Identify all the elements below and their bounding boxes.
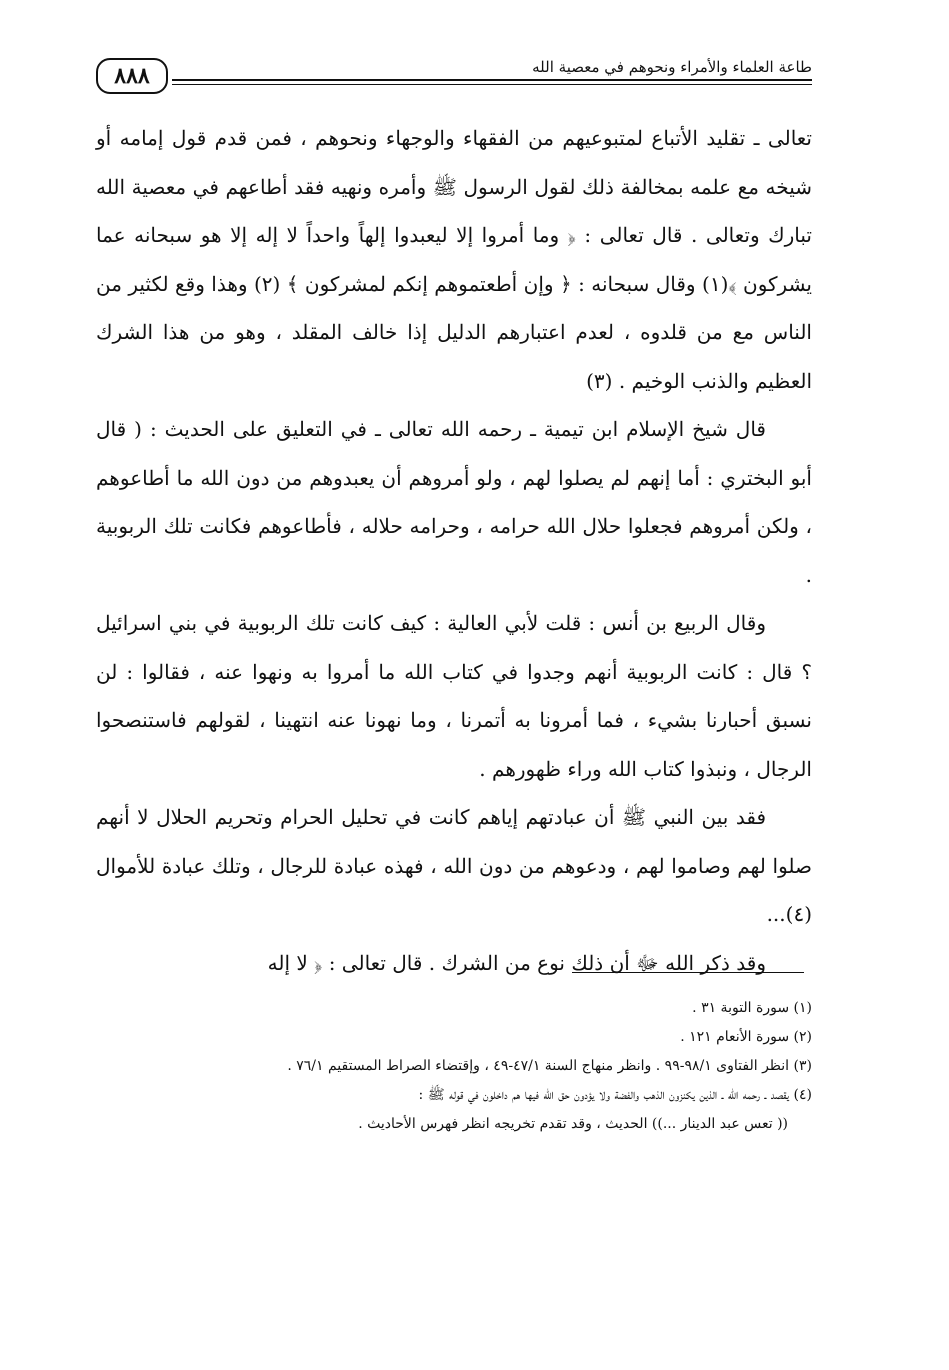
footnote: (١) سورة التوبة ٣١ . [692, 1000, 812, 1016]
footnote-continuation: (( تعس عبد الدينار ...)) الحديث ، وقد تقدم تخريجه انظر فهرس الأحاديث . [358, 1116, 788, 1132]
header-rule [172, 79, 812, 81]
paragraph: فقد بين النبي ﷺ أن عبادتهم إياهم كانت في تحليل الحرام وتحريم الحلال لا أنهم صلوا لهم وصاموا لهم ، ودعوهم من دون الله ، فهذه عبادة للرجال ، وتلك عبادة للأموال (٤)... [96, 805, 812, 926]
running-title: طاعة العلماء والأمراء ونحوهم في معصية الله [524, 58, 812, 76]
footnote-separator [572, 972, 804, 973]
paragraph: تعالى ـ تقليد الأتباع لمتبوعيهم من الفقهاء والوجهاء ونحوهم ، فمن قدم قول إمامه أو شيخه مع علمه بمخالفة ذلك لقول الرسول ﷺ وأمره ونهيه فقد أطاعهم في معصية الله تبارك وتعالى . قال تعالى : ﴿ وما أمروا إلا ليعبدوا إلهاً واحداً لا إله إلا هو سبحانه عما يشركون ﴾(١) وقال سبحانه : ﴿ وإن أطعتموهم إنكم لمشركون ﴾ (٢) وهذا وقع لكثير من الناس مع من قلدوه ، لعدم اعتبارهم الدليل إذا خالف المقلد ، وهو من هذا الشرك العظيم والذنب الوخيم . (٣) [96, 126, 813, 393]
footnote: (٤) يقصد ـ رحمه الله ـ الذين يكنزون الذهب والفضة ولا يؤدون حق الله فيها هم داخلون في قوله ﷺ : [418, 1087, 812, 1103]
footnotes [96, 994, 812, 1139]
header-rule-thin [172, 84, 812, 85]
paragraph: وقال الربيع بن أنس : قلت لأبي العالية : كيف كانت تلك الربوبية في بني اسرائيل ؟ قال : كانت الربوبية أنهم وجدوا في كتاب الله ما أمروا به ونهوا عنه ، فقالوا : لن نسبق أحبارنا بشيء ، فما أمرونا به أتمرنا ، وما نهونا عنه انتهينا ، لقولهم فاستنصحوا الرجال ، ونبذوا كتاب الله وراء ظهورهم . [96, 611, 812, 781]
footnote: (٢) سورة الأنعام ١٢١ . [680, 1029, 812, 1045]
footnote: (٣) انظر الفتاوى ٩٨/١-٩٩ . وانظر منهاج السنة ٤٧/١-٤٩ ، وإقتضاء الصراط المستقيم ٧٦/١ . [287, 1058, 812, 1074]
paragraph: وقد ذكر الله ﷻ أن ذلك نوع من الشرك . قال تعالى : ﴿ لا إله [267, 950, 766, 975]
page-header [96, 52, 812, 98]
page-number: ٨٨٨ [96, 58, 168, 94]
paragraph: قال شيخ الإسلام ابن تيمية ـ رحمه الله تعالى ـ في التعليق على الحديث : ( قال أبو البختري : أما إنهم لم يصلوا لهم ، ولو أمروهم أن يعبدوهم من دون الله ما أطاعوهم ، ولكن أمروهم فجعلوا حلال الله حرامه ، وحرامه حلاله ، فأطاعوهم فكانت تلك الربوبية . [96, 417, 812, 587]
main-text [96, 114, 812, 987]
